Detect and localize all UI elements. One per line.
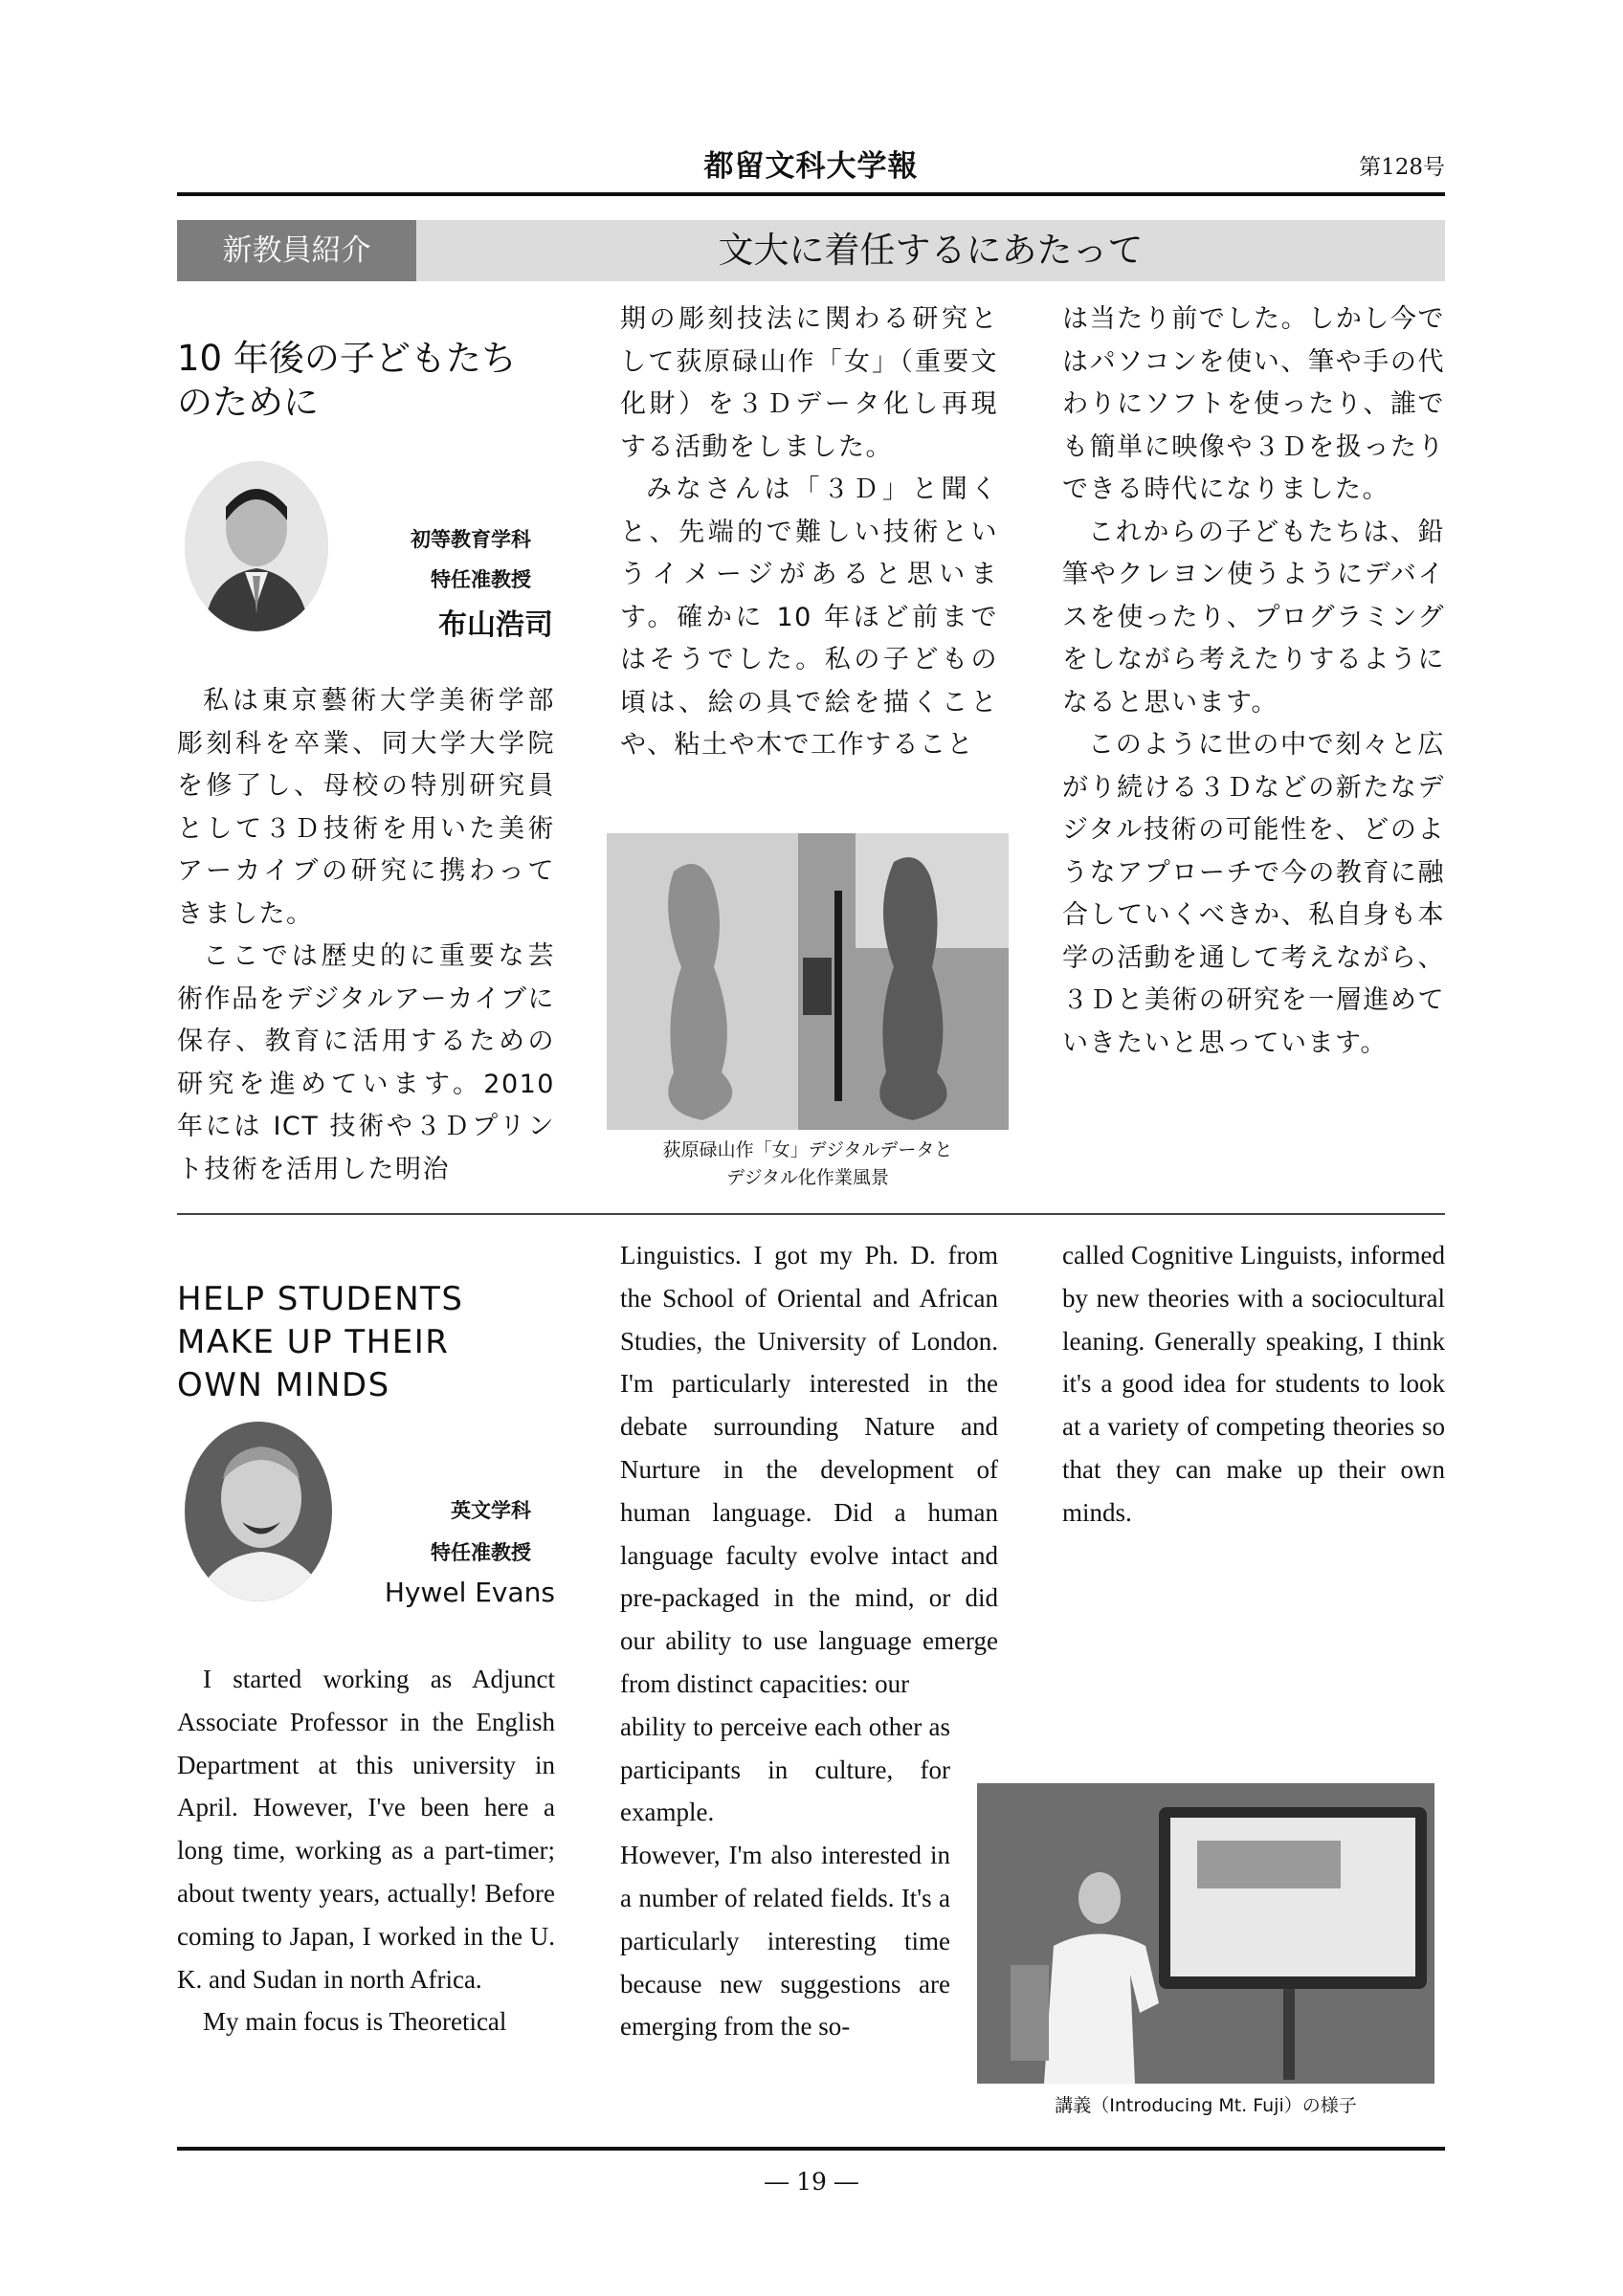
article1-paragraph: このように世の中で刻々と広がり続ける３Ｄなどの新たなデジタル技術の可能性を、どのようなアプローチで今の教育に融合していくべきか、私自身も本学の活動を通して考えながら、３Ｄと美術の研究を一層進めていきたいと思っています。 [1062, 730, 1445, 1058]
article2-column-3 [1062, 1234, 1445, 1534]
sculpture-photo [607, 833, 1009, 1130]
figure-caption: 講義（Introducing Mt. Fuji）の様子 [1055, 2095, 1357, 2116]
article2-title [177, 1278, 560, 1407]
article1-paragraph: は当たり前でした。しかし今ではパソコンを使い、筆や手の代わりにソフトを使ったり、誰でも簡単に映像や３Ｄを扱ったりできる時代になりました。 [1062, 304, 1445, 504]
section-tag: 新教員紹介 [177, 220, 416, 281]
publication-title: 都留文科大学報 [703, 149, 919, 184]
article2-column-2 [620, 1234, 998, 2048]
article1-column-1 [177, 680, 555, 1191]
article1-column-3 [1062, 298, 1445, 1065]
article1-paragraph-split: ここでは歴史的に重要な芸術作品をデジタルアーカイブに保存、教育に活用するための研究を進めています。2010 年には ICT 技術や３Ｄプリント技術を活用した明治 [177, 941, 555, 1184]
author-name: Hywel Evans [384, 1577, 555, 1608]
lecture-photo [977, 1783, 1434, 2084]
portrait-graphic [185, 461, 328, 631]
article1-paragraph: 私は東京藝術大学美術学部彫刻科を卒業、同大学大学院を修了し、母校の特別研究員として３Ｄ技術を用いた美術アーカイブの研究に携わってきました。 [177, 686, 555, 929]
author-role: 特任准教授 [431, 1541, 531, 1564]
article2-column-1 [177, 1658, 555, 2043]
author-department: 初等教育学科 [411, 528, 531, 551]
lecture-image [977, 1783, 1434, 2084]
article1-title-line: 10 年後の子どもたち [177, 338, 517, 379]
author-name: 布山浩司 [438, 608, 553, 642]
article1-title-line: のために [177, 382, 319, 423]
article2-paragraph: ability to perceive each other as participants in culture, for example. [620, 1711, 950, 1827]
article-divider [177, 1213, 1445, 1215]
figure-caption [607, 1137, 1009, 1192]
footer-rule [177, 2147, 1445, 2151]
article1-paragraph: これからの子どもたちは、鉛筆やクレヨン使うようにデバイスを使ったり、プログラミングをしながら考えたりするようになると思います。 [1062, 517, 1445, 718]
author-portrait [185, 461, 328, 631]
issue-number: 第128号 [1359, 155, 1445, 180]
page-number: ― 19 ― [765, 2168, 858, 2196]
article2-title-line: OWN MINDS [177, 1366, 390, 1404]
masthead [177, 134, 1445, 191]
author-portrait [185, 1422, 332, 1601]
caption-line: デジタル化作業風景 [726, 1167, 889, 1188]
author-role: 特任准教授 [431, 568, 531, 591]
article2-title-line: HELP STUDENTS [177, 1280, 464, 1318]
article2-paragraph: Linguistics. I got my Ph. D. from the School of Oriental and African Studies, the University of London. I'm particularly interested in the debate surrounding Nature and Nurture in the development of human language. Did a human language faculty evolve intact and pre-packaged in the mind, or did our ability to use language emerge from distinct capacities: our [620, 1241, 998, 1698]
section-title: 文大に着任するにあたって [718, 230, 1144, 271]
article2-paragraph: I started working as Adjunct Associate Professor in the English Department at this university in April. However, I've been here a long time, working as a part-timer; about twenty years, actually! Before coming to Japan, I worked in the U. K. and Sudan in north Africa. [177, 1665, 555, 1994]
section-banner [177, 220, 1445, 281]
article2-title-line: MAKE UP THEIR [177, 1323, 450, 1361]
article1-title [177, 337, 560, 425]
author-department: 英文学科 [451, 1499, 531, 1522]
sculpture-image [607, 833, 1009, 1130]
article1-paragraph: みなさんは「３Ｄ」と聞くと、先端的で難しい技術というイメージがあると思います。確かに 10 年ほど前まではそうでした。私の子どもの頃は、絵の具で絵を描くことや、粘土や木で工作すること [620, 475, 998, 760]
article1-paragraph-cont: 期の彫刻技法に関わる研究として荻原碌山作「女」（重要文化財）を３Ｄデータ化し再現する活動をしました。 [620, 304, 998, 462]
article1-column-2 [620, 298, 998, 767]
header-rule [177, 192, 1445, 196]
article2-paragraph: However, I'm also interested in a number of related fields. It's a particularly interesting time because new suggestions are emerging from the so- [620, 1841, 950, 2042]
article2-paragraph: My main focus is Theoretical [203, 2007, 507, 2037]
article2-paragraph: called Cognitive Linguists, informed by new theories with a sociocultural leaning. Generally speaking, I think it's a good idea for students to look at a variety of competing theories so that they can make up their own minds. [1062, 1241, 1445, 1527]
caption-line: 荻原碌山作「女」デジタルデータと [662, 1139, 953, 1160]
portrait-graphic [185, 1422, 332, 1601]
